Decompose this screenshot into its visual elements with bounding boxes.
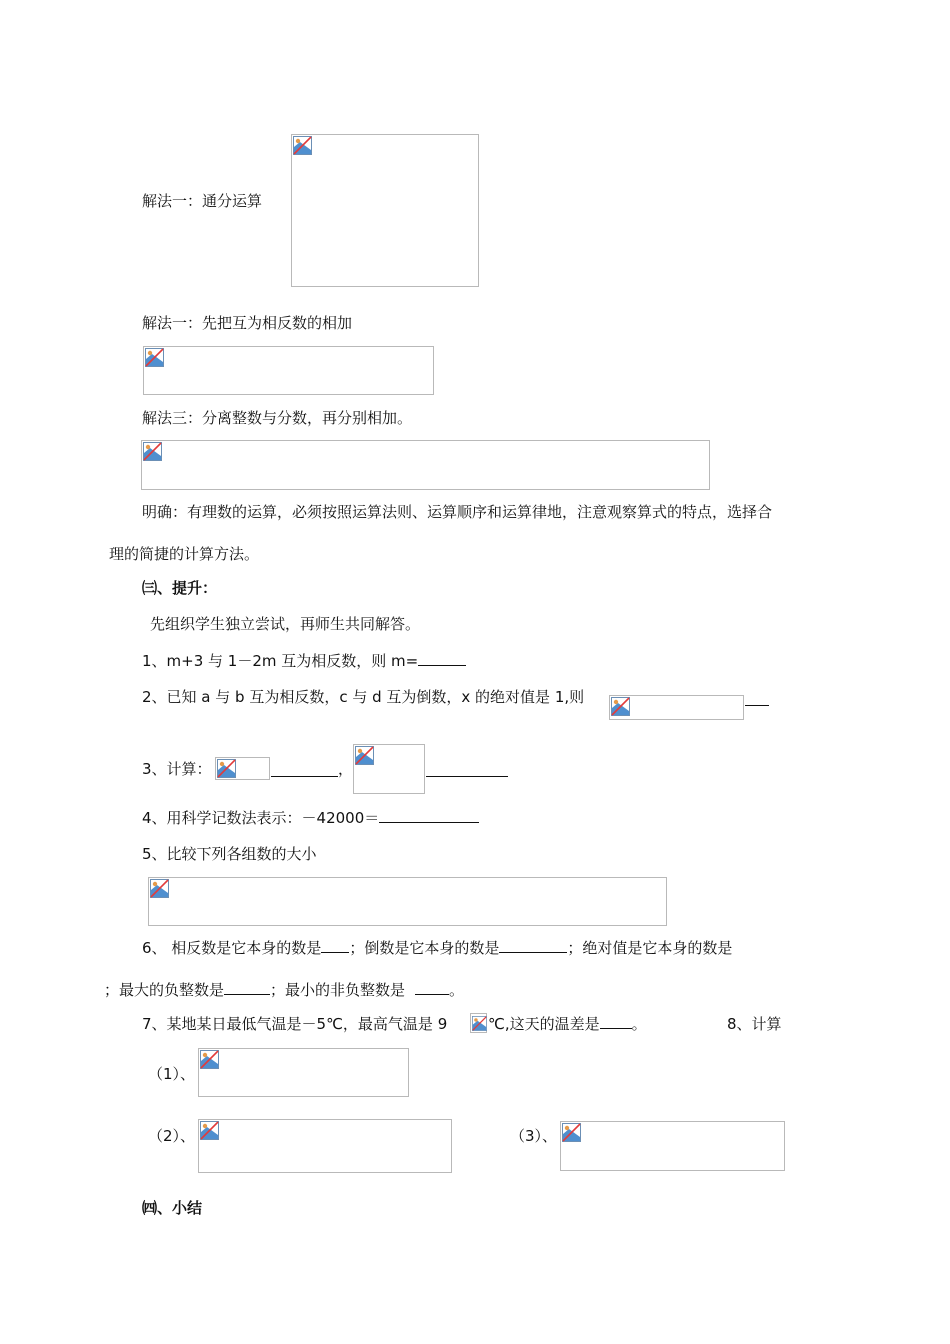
answer-blank [499,938,567,953]
image-placeholder [215,757,270,780]
question-5-text: 5、比较下列各组数的大小 [142,845,317,863]
image-placeholder [291,134,479,287]
method1-label: 解法一：通分运算 [142,192,263,210]
broken-image-icon [143,442,162,461]
question-7-part-a: 7、某地某日最低气温是－5℃，最高气温是 9 [142,1015,448,1033]
image-placeholder [141,440,710,490]
broken-image-icon [200,1050,219,1069]
sub-item-3-label: （3）、 [510,1127,558,1145]
answer-blank [224,980,270,995]
question-4 [142,808,479,828]
intro-text: 先组织学生独立尝试，再师生共同解答。 [150,615,421,633]
question-6-part-e: ；最小的非负整数是 [270,981,406,999]
image-placeholder [609,695,744,720]
question-6-part-b: ；倒数是它本身的数是 [349,939,500,957]
question-1 [142,651,466,671]
question-7-part-b: ℃,这天的温差是 [488,1015,600,1033]
image-placeholder [560,1121,785,1171]
section4-heading: ㈣、小结 [142,1199,203,1217]
question-6-line-1 [142,938,732,958]
question-3-label: 3、计算： [142,760,212,778]
question-6-part-f: 。 [449,981,465,999]
answer-blank [321,938,349,953]
image-placeholder [148,877,667,926]
sub-item-1-label: （1）、 [148,1065,196,1083]
broken-image-icon [611,697,630,716]
question-1-text: 1、m+3 与 1－2m 互为相反数，则 m= [142,652,419,670]
question-6-line-2 [104,980,464,1000]
broken-image-icon [472,1015,487,1032]
broken-image-icon [150,879,169,898]
answer-blank [600,1014,632,1029]
question-3-comma: ， [338,760,354,778]
answer-blank [745,705,769,706]
sub-item-2-label: （2）、 [148,1127,196,1145]
question-6-part-a: 6、 相反数是它本身的数是 [142,939,322,957]
image-placeholder [353,744,425,794]
broken-image-icon [562,1123,581,1142]
broken-image-icon [293,136,312,155]
section3-heading: ㈢、提升： [142,579,218,597]
broken-image-icon [200,1121,219,1140]
question-6-part-c: ；绝对值是它本身的数是 [567,939,733,957]
answer-blank [415,980,449,995]
question-2-text: 2、已知 a 与 b 互为相反数，c 与 d 互为倒数，x 的绝对值是 1,则 [142,688,585,706]
answer-blank [379,808,479,823]
question-4-text: 4、用科学记数法表示：－42000＝ [142,809,380,827]
answer-blank [271,776,338,777]
clarify-line-1: 明确：有理数的运算，必须按照运算法则、运算顺序和运算律地，注意观察算式的特点，选择合 [142,503,773,521]
image-placeholder [470,1013,487,1033]
answer-blank [418,651,466,666]
broken-image-icon [217,759,236,778]
broken-image-icon [355,746,374,765]
question-7-part-c: 。 [631,1015,647,1033]
method3-label: 解法三：分离整数与分数，再分别相加。 [142,409,413,427]
answer-blank [426,776,508,777]
question-7-rest [488,1014,647,1034]
broken-image-icon [145,348,164,367]
image-placeholder [143,346,434,395]
image-placeholder [198,1119,452,1173]
question-6-part-d: ；最大的负整数是 [104,981,225,999]
clarify-line-2: 理的简捷的计算方法。 [109,545,260,563]
method2-label: 解法一：先把互为相反数的相加 [142,314,353,332]
question-8-text: 8、计算 [727,1015,782,1033]
image-placeholder [198,1048,409,1097]
